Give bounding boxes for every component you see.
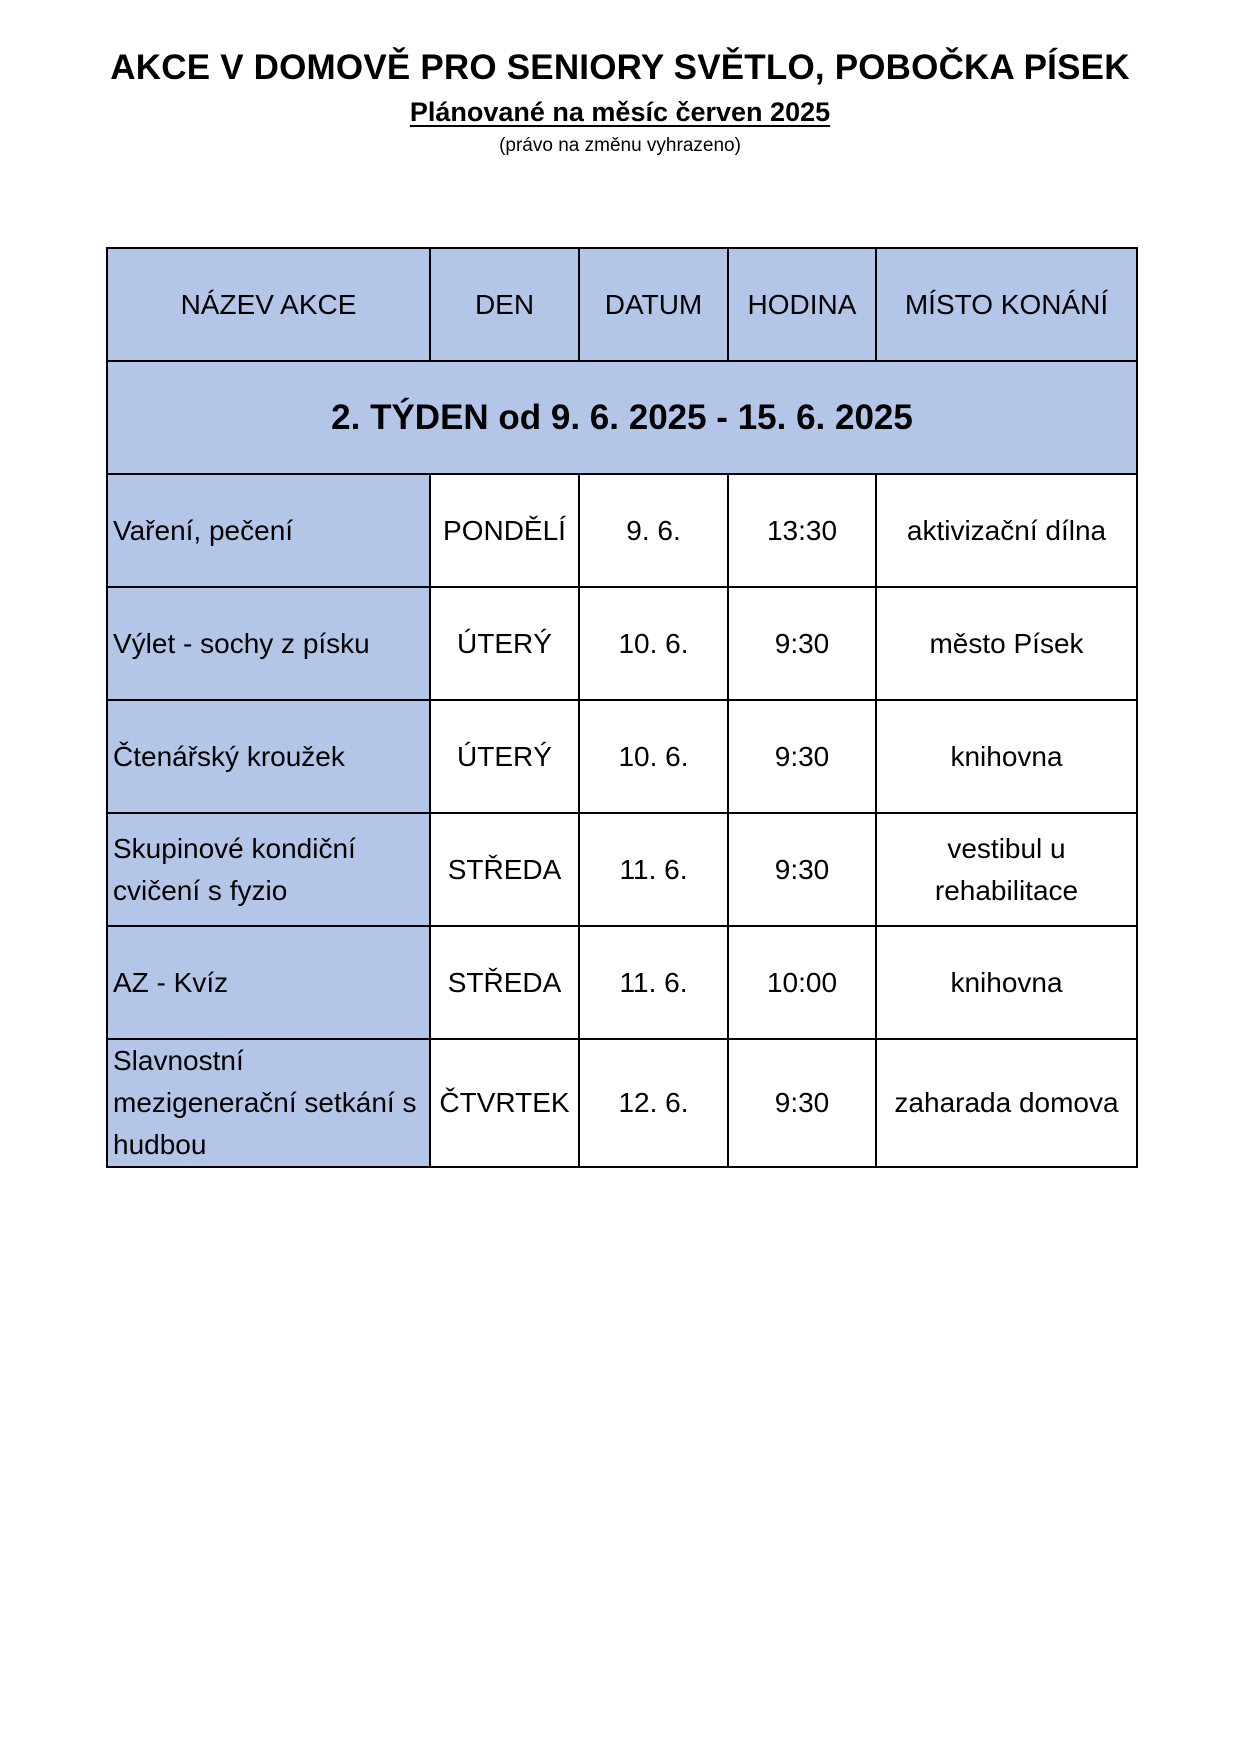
- event-day: ČTVRTEK: [430, 1039, 579, 1167]
- event-day: STŘEDA: [430, 813, 579, 926]
- event-day: STŘEDA: [430, 926, 579, 1039]
- event-name: Čtenářský kroužek: [107, 700, 430, 813]
- table-row: [107, 474, 1137, 587]
- event-date: 12. 6.: [579, 1039, 728, 1167]
- document-note: (právo na změnu vyhrazeno): [499, 135, 741, 156]
- event-name: Slavnostní mezigenerační setkání s hudbou: [107, 1039, 430, 1167]
- event-name: Vaření, pečení: [107, 474, 430, 587]
- event-date: 10. 6.: [579, 587, 728, 700]
- event-place: vestibul u rehabilitace: [876, 813, 1137, 926]
- event-name: Skupinové kondiční cvičení s fyzio: [107, 813, 430, 926]
- event-time: 13:30: [728, 474, 876, 587]
- event-time: 9:30: [728, 813, 876, 926]
- column-header-day: DEN: [430, 248, 579, 361]
- column-header-place: MÍSTO KONÁNÍ: [876, 248, 1137, 361]
- event-day: ÚTERÝ: [430, 587, 579, 700]
- event-day: ÚTERÝ: [430, 700, 579, 813]
- event-name: Výlet - sochy z písku: [107, 587, 430, 700]
- event-place: aktivizační dílna: [876, 474, 1137, 587]
- event-place: knihovna: [876, 700, 1137, 813]
- event-name: AZ - Kvíz: [107, 926, 430, 1039]
- table-row: [107, 926, 1137, 1039]
- event-time: 9:30: [728, 587, 876, 700]
- event-place: město Písek: [876, 587, 1137, 700]
- event-time: 9:30: [728, 1039, 876, 1167]
- event-time: 10:00: [728, 926, 876, 1039]
- column-header-date: DATUM: [579, 248, 728, 361]
- event-date: 9. 6.: [579, 474, 728, 587]
- column-header-name: NÁZEV AKCE: [107, 248, 430, 361]
- table-row: [107, 587, 1137, 700]
- table-row: [107, 1039, 1137, 1167]
- table-row: [107, 700, 1137, 813]
- document-header: [0, 44, 1240, 160]
- schedule-table: [106, 247, 1138, 1168]
- event-day: PONDĚLÍ: [430, 474, 579, 587]
- column-header-time: HODINA: [728, 248, 876, 361]
- event-place: zaharada domova: [876, 1039, 1137, 1167]
- table-row: [107, 813, 1137, 926]
- document-subtitle: Plánované na měsíc červen 2025: [409, 97, 831, 127]
- event-date: 11. 6.: [579, 813, 728, 926]
- event-place: knihovna: [876, 926, 1137, 1039]
- week-label: 2. TÝDEN od 9. 6. 2025 - 15. 6. 2025: [107, 361, 1137, 474]
- event-date: 11. 6.: [579, 926, 728, 1039]
- document-title: AKCE V DOMOVĚ PRO SENIORY SVĚTLO, POBOČKA PÍSEK: [110, 48, 1130, 87]
- event-time: 9:30: [728, 700, 876, 813]
- event-date: 10. 6.: [579, 700, 728, 813]
- week-row: [107, 361, 1137, 474]
- table-header-row: [107, 248, 1137, 361]
